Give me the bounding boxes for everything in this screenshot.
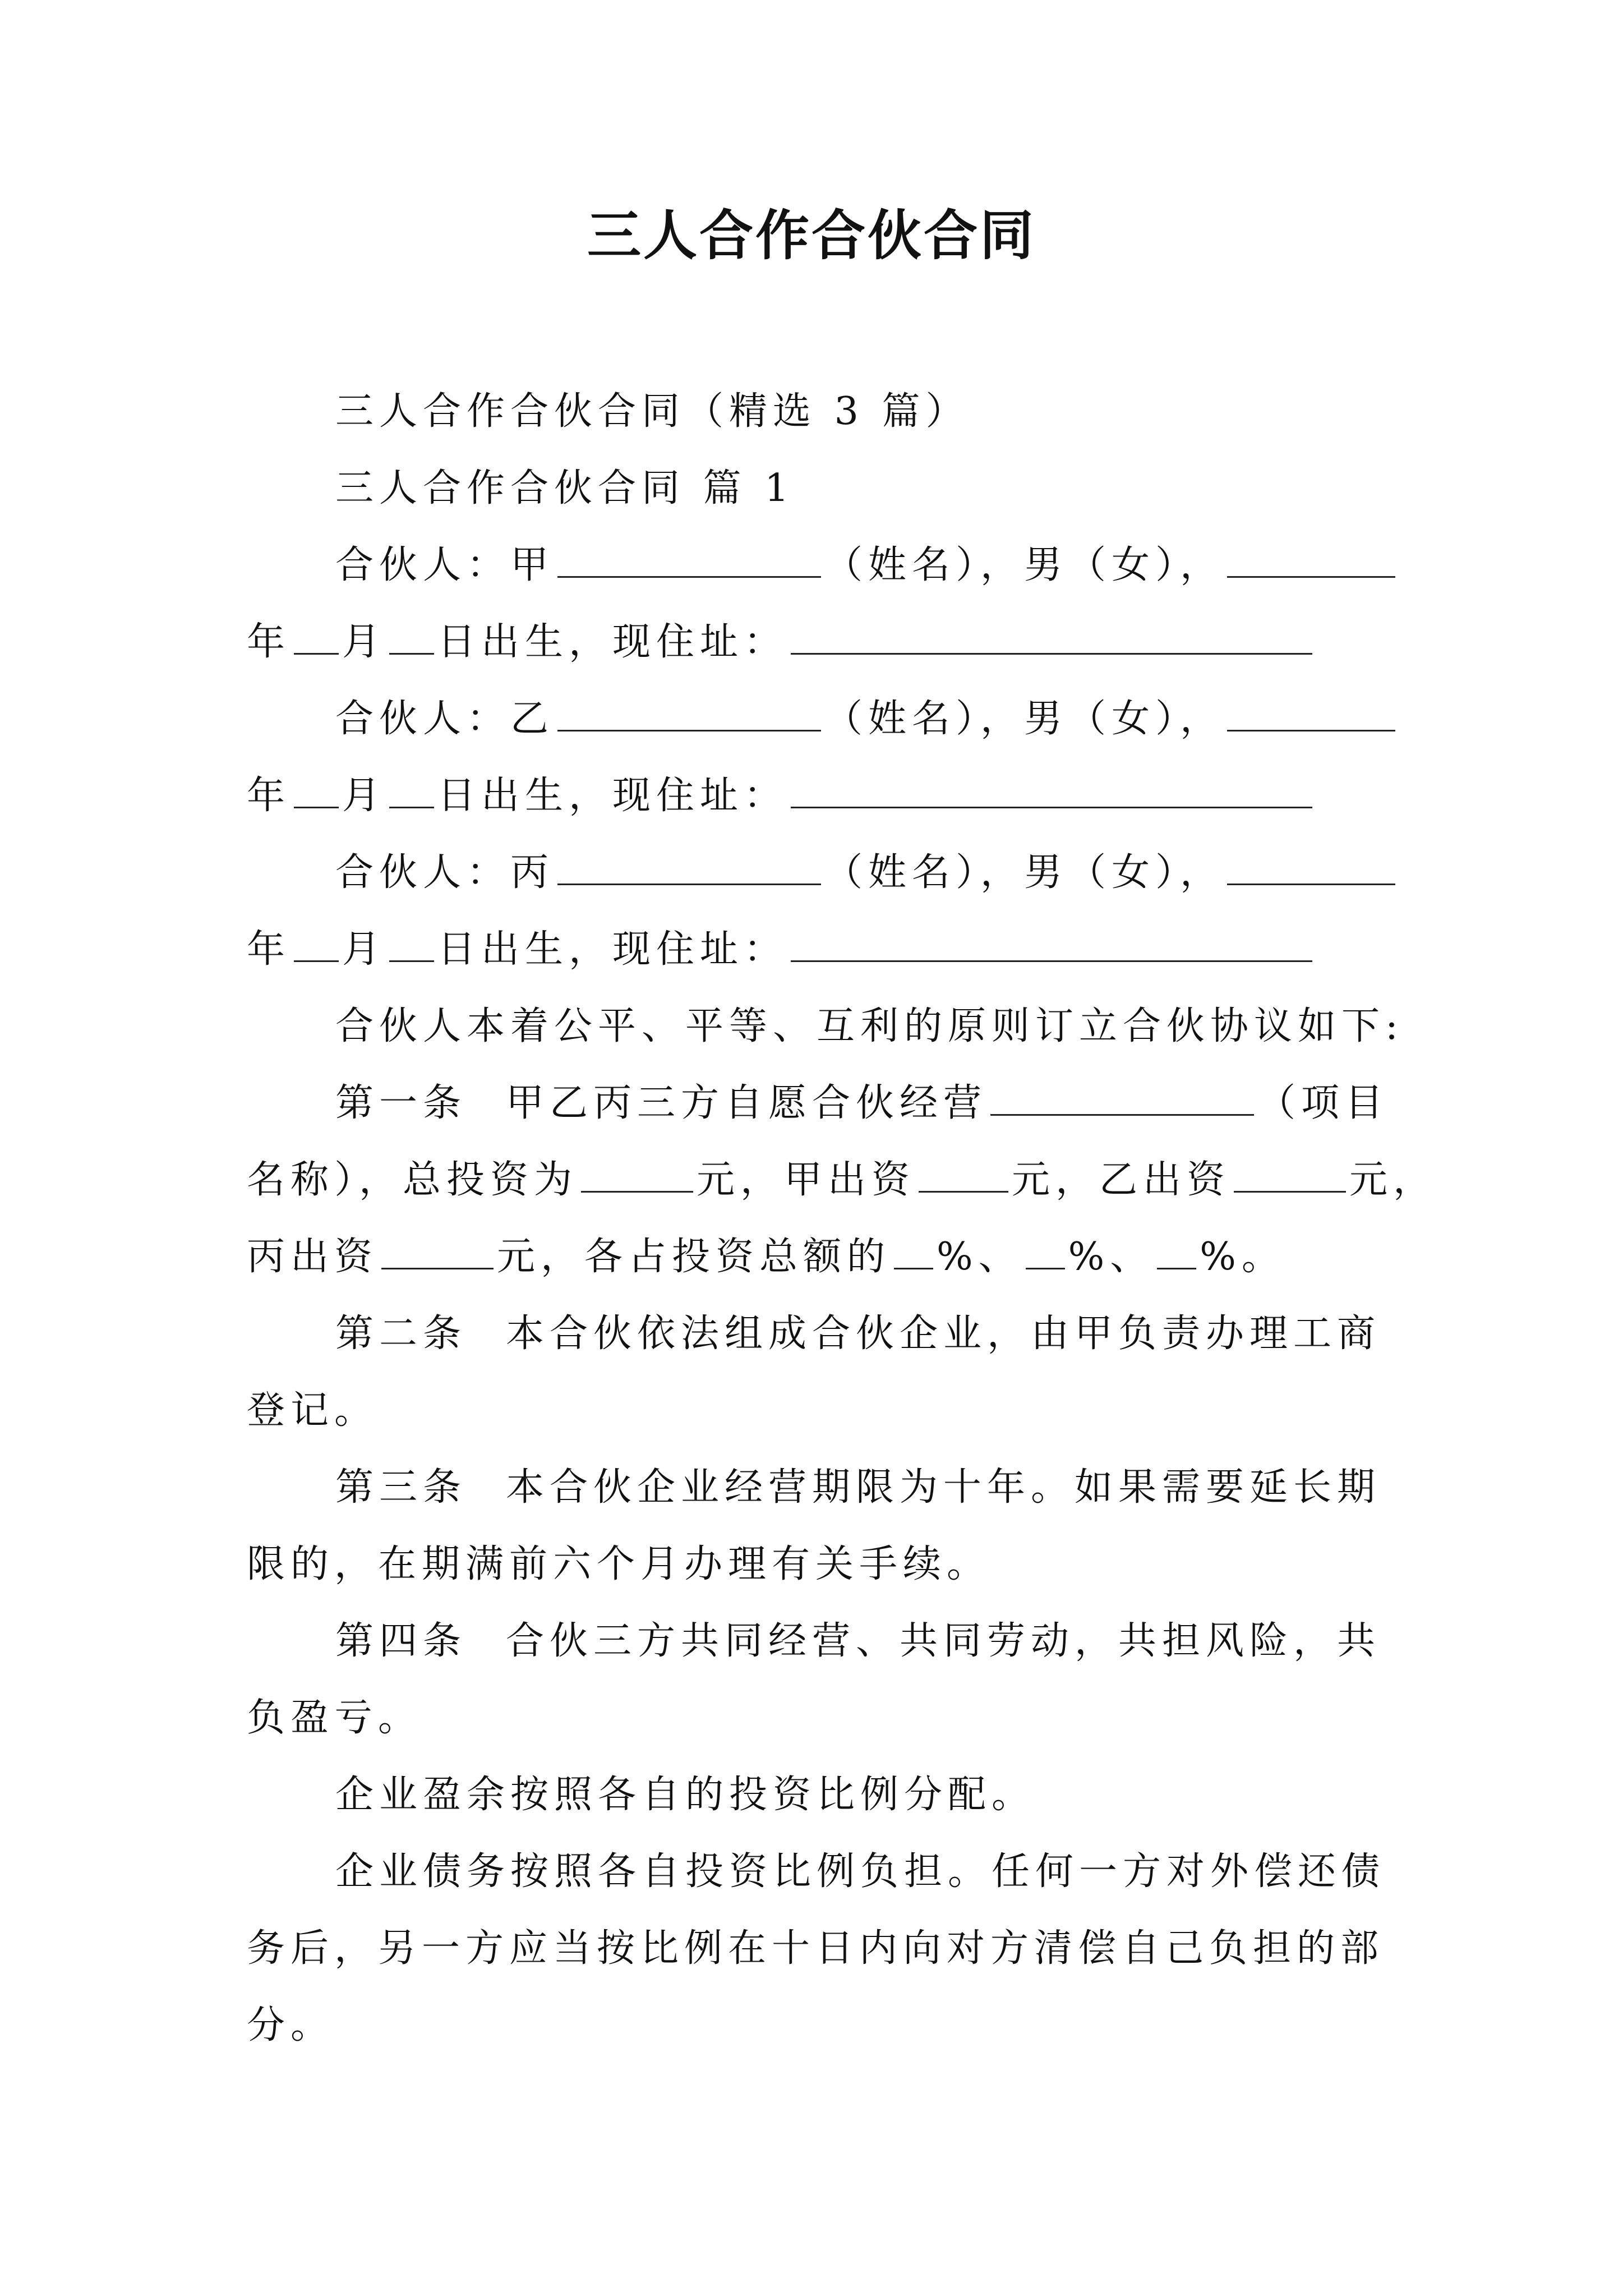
partner-a-year-blank[interactable] (1227, 542, 1395, 578)
partner-prefix: 合伙人： (335, 543, 511, 587)
profit-paragraph: 企业盈余按照各自的投资比例分配。 (335, 1773, 1036, 1817)
article-3-line-2: 限的，在期满前六个月办理有关手续。 (247, 1542, 991, 1586)
partner-c-line (247, 834, 1380, 911)
partner-b-month-blank[interactable] (294, 773, 339, 808)
partner-a-day-blank[interactable] (389, 619, 434, 655)
month-label: 月 (342, 774, 386, 818)
name-gender-text: （姓名），男（女）， (824, 850, 1224, 895)
yi-investment-blank[interactable] (1234, 1157, 1346, 1193)
subtitle: 三人合作合伙合同（精选 3 篇） (335, 389, 970, 434)
partner-c-label: 丙 (510, 850, 555, 895)
birth-address-text: 日出生，现住址： (437, 774, 788, 818)
birth-address-text: 日出生，现住址： (437, 620, 788, 664)
total-investment-blank[interactable] (581, 1157, 693, 1193)
partner-prefix: 合伙人： (335, 850, 511, 895)
yuan-yi-text: 元，乙出资 (1012, 1158, 1231, 1202)
percent-sep: %、 (937, 1235, 1022, 1279)
article-1-line-2 (247, 1142, 1437, 1218)
name-gender-text: （姓名），男（女）， (824, 543, 1224, 587)
month-label: 月 (342, 620, 386, 664)
partner-c-year-blank[interactable] (1227, 850, 1395, 885)
partner-a-address-blank[interactable] (791, 619, 1312, 655)
name-gender-text: （姓名），男（女）， (824, 697, 1224, 741)
percent-end: %。 (1200, 1235, 1285, 1279)
article-1-text-a: 甲乙丙三方自愿合伙经营 (506, 1081, 988, 1125)
percent-sep: %、 (1068, 1235, 1154, 1279)
partner-c-month-blank[interactable] (294, 927, 339, 962)
part-heading: 三人合作合伙合同 篇 1 (335, 466, 795, 510)
article-1-text-b: （项目 (1257, 1081, 1389, 1125)
project-name-blank[interactable] (990, 1080, 1254, 1116)
birth-address-text: 日出生，现住址： (437, 927, 788, 972)
partner-a-line (247, 527, 1380, 604)
partner-b-name-blank[interactable] (557, 696, 821, 731)
article-4-text: 合伙三方共同经营、共同劳动，共担风险，共 (506, 1619, 1381, 1663)
yuan-end-text: 元， (1349, 1158, 1437, 1202)
debt-paragraph-line-3: 分。 (247, 2003, 335, 2047)
partner-b-year-blank[interactable] (1227, 696, 1395, 731)
partner-c-address-blank[interactable] (791, 927, 1312, 962)
yi-percent-blank[interactable] (1026, 1234, 1065, 1269)
article-1-line2-text: 名称），总投资为 (247, 1158, 578, 1202)
article-2-line-2: 登记。 (247, 1388, 379, 1433)
partner-c-day-blank[interactable] (389, 927, 434, 962)
article-3-label: 第三条 (335, 1465, 467, 1510)
article-4-label: 第四条 (335, 1619, 467, 1663)
bing-investment-text: 丙出资 (247, 1235, 379, 1279)
partner-prefix: 合伙人： (335, 697, 511, 741)
partner-a-name-blank[interactable] (557, 542, 821, 578)
share-text: 元，各占投资总额的 (497, 1235, 891, 1279)
bing-investment-blank[interactable] (381, 1234, 494, 1269)
partner-b-line (247, 680, 1380, 757)
year-label: 年 (247, 927, 291, 972)
yuan-jia-text: 元，甲出资 (697, 1158, 916, 1202)
partner-b-birth-line (247, 757, 1380, 834)
document-body (247, 373, 1437, 2064)
article-2-text: 本合伙依法组成合伙企业，由甲负责办理工商 (506, 1312, 1381, 1356)
partner-c-birth-line (247, 911, 1380, 988)
partner-a-birth-line (247, 604, 1380, 680)
article-1-label: 第一条 (335, 1081, 467, 1125)
partner-a-label: 甲 (510, 543, 555, 587)
article-4-line-1 (247, 1603, 1380, 1680)
jia-percent-blank[interactable] (894, 1234, 933, 1269)
article-2-line-1 (247, 1295, 1380, 1372)
article-4-line-2: 负盈亏。 (247, 1696, 422, 1740)
bing-percent-blank[interactable] (1157, 1234, 1196, 1269)
year-label: 年 (247, 620, 291, 664)
partner-c-name-blank[interactable] (557, 850, 821, 885)
debt-paragraph-line-2: 务后，另一方应当按比例在十日内向对方清偿自己负担的部 (247, 1926, 1385, 1971)
year-label: 年 (247, 774, 291, 818)
intro-paragraph: 合伙人本着公平、平等、互利的原则订立合伙协议如下: (335, 1004, 1404, 1048)
jia-investment-blank[interactable] (919, 1157, 1008, 1193)
partner-a-month-blank[interactable] (294, 619, 339, 655)
article-2-label: 第二条 (335, 1312, 467, 1356)
document-title: 三人合作合伙合同 (587, 204, 1036, 267)
partner-b-label: 乙 (510, 697, 555, 741)
article-1-line-1 (247, 1065, 1389, 1142)
article-3-text: 本合伙企业经营期限为十年。如果需要延长期 (506, 1465, 1381, 1510)
month-label: 月 (342, 927, 386, 972)
article-3-line-1 (247, 1449, 1380, 1526)
debt-paragraph-line-1: 企业债务按照各自投资比例负担。任何一方对外偿还债 (335, 1849, 1386, 1894)
partner-b-address-blank[interactable] (791, 773, 1312, 808)
partner-b-day-blank[interactable] (389, 773, 434, 808)
article-1-line-3 (247, 1218, 1380, 1295)
